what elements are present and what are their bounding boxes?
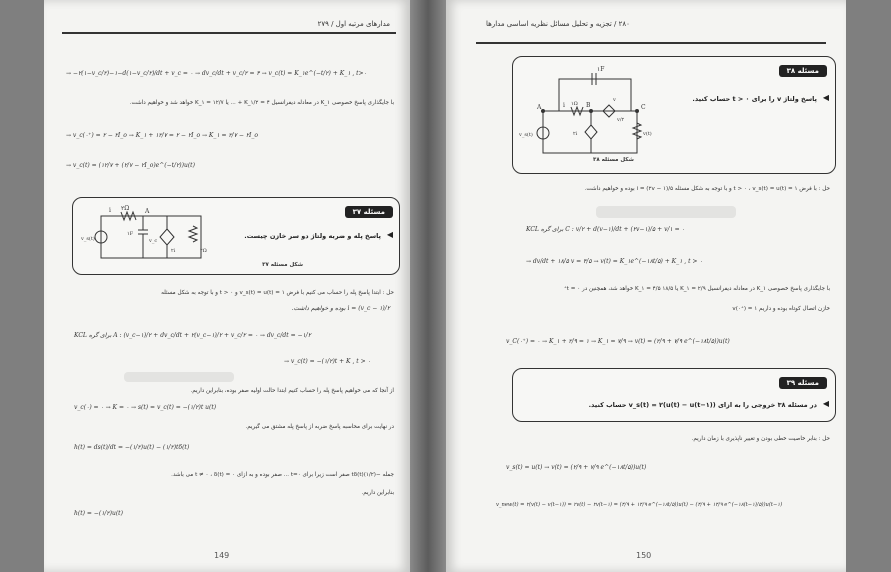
left-page-number: 149 (214, 551, 230, 560)
equation-line: → dv/dt + ۱۸/۵ v = ۴/۵ → v(t) = K_۱e^(−۱۸t/۵) + K_۱ , t > ۰ (526, 258, 703, 265)
problem-37-box (72, 197, 400, 275)
text-line: با جایگذاری پاسخ خصوصی K_۱ در معادله دیفرانسیل K_۱ = ۲/۹ یا ۱۸/۵ K_۱ = ۴/۵ خواهد شد، همچنین در t = ۰⁺ (563, 286, 830, 292)
equation-line: KCL برای گره C : v/۲ + d(v−۱)/dt + (۲v−۱)/۵ + v/۱ = ۰ (526, 226, 685, 233)
circuit-37-current-label: i (109, 207, 111, 214)
circuit-38-vout-label: v(t) (643, 131, 652, 137)
right-page-number: 150 (636, 551, 652, 560)
circuit-38-cap-label: ۱F (597, 66, 605, 73)
text-line: خازن اتصال کوتاه بوده و داریم v(۰⁺) = ۱ (732, 306, 830, 312)
problem-39-title: مسئله ۳۹ (779, 377, 827, 389)
book-gutter (410, 0, 446, 572)
circuit-37-cap-voltage: v_c (149, 238, 158, 244)
right-page (446, 0, 846, 572)
equation-line: → v_c(t) = −(۱/۲)t + K , t > ۰ (284, 358, 371, 365)
problem-38-box (512, 56, 836, 174)
circuit-37-dep-label: ۲i (171, 248, 176, 254)
bleed-through-mark (124, 372, 234, 382)
circuit-37-node-label: A (145, 208, 150, 215)
left-page (44, 0, 410, 572)
equation-line: KCL برای گره A : (v_c−۱)/۲ + dv_c/dt + ۲(v_c−۱)/۲ + v_c/۲ = ۰ → dv_c/dt = −۱/۲ (74, 332, 312, 339)
problem-39-box (512, 368, 836, 422)
speaker-icon: ◀ (822, 93, 829, 102)
circuit-37-resistor-label: ۲Ω (121, 205, 130, 212)
speaker-icon: ◀ (822, 399, 829, 408)
text-line: حل : بنابر خاصیت خطی بودن و تغییر ناپذیری با زمان داریم. (691, 436, 830, 442)
circuit-38-source-label: v_s(t) (519, 132, 533, 138)
circuit-38-v-label: v (613, 97, 616, 103)
figure-37-caption: شکل مسئله ۳۷ (262, 262, 303, 268)
circuit-37-res2-label: ۲Ω (200, 248, 207, 254)
circuit-38-node-dot (589, 109, 593, 113)
right-page-header: ۲۸۰ / تجزیه و تحلیل مسائل نظریه اساسی مدارها (486, 20, 630, 28)
equation-line: v_s(t) = u(t) → v(t) = (۲/۹ + ۷/۹ e^(−۱۸t/۵))u(t) (506, 464, 647, 471)
equation-line: v_C(۰⁺) = ۰ → K_۱ + ۲/۹ = ۱ → K_۱ = ۷/۹ → v(t) = (۲/۹ + ۷/۹ e^(−۱۸t/۵))u(t) (506, 338, 730, 345)
equation-line: v_new(t) = ۲(v(t) − v(t−۱)) = ۲v(t) − ۲v(t−۱) = (۴/۹ + ۱۴/۹ e^(−۱۸t/۵))u(t) − (۴/۹ + ۱۴/۹ e^(−۱۸(t−۱)/۵))u(t−۱) (496, 502, 783, 508)
equation-line: → v_c(t) = (۱۲/۷ + (۲/۷ − ۲I_o)e^(−t/۲))u(t) (66, 162, 195, 169)
problem-38-statement: پاسخ ولتاژ v را برای t > ۰ حساب کنید. (692, 95, 817, 103)
problem-39-statement: در مسئله ۳۸ خروجی را به ازای v_s(t) = ۲(u(t) − u(t−۱)) حساب کنید. (588, 401, 817, 409)
text-line: جمله −(۱/۲)tδ(t) صفر است زیرا برای t=۰ ... صفر بوده و به ازای t ≠ ۰ ، δ(t) = ۰ می باشد. (171, 472, 394, 478)
right-header-rule (476, 42, 826, 44)
circuit-38-dep-label: v/۲ (617, 117, 625, 123)
circuit-38-current-label: i (563, 102, 565, 109)
left-page-header: مدارهای مرتبه اول / ۲۷۹ (317, 20, 390, 28)
text-line: با جایگذاری پاسخ خصوصی K_۱ در معادله دیفرانسیل ۴ = K_۱/۲ + ... یا K_۱ = ۱۲/۷ خواهد شد و خواهیم داشت. (129, 100, 394, 106)
problem-38-title: مسئله ۳۸ (779, 65, 827, 77)
equation-line: v_c(۰) = ۰ → K = ۰ → s(t) = v_c(t) = −(۱/۲)t u(t) (74, 404, 217, 411)
equation-line: → v_c(۰⁺) = ۲ − ۲I_o → K_۱ + ۱۲/۷ = ۲ − ۲I_o → K_۱ = ۲/۷ − ۲I_o (66, 132, 258, 139)
speaker-icon: ◀ (386, 230, 393, 239)
equation-line: → −۲(۱−v_c/۲)−۱−d(۱−v_c/۲)/dt + v_c = ۰ → dv_c/dt + v_c/۲ = ۴ → v_c(t) = K_۱e^(−t/۲) + K_۱ , t>۰ (66, 70, 367, 77)
circuit-37-diagram (81, 204, 213, 266)
circuit-38-dep2-label: ۲i (573, 131, 578, 137)
figure-38-caption: شکل مسئله ۳۸ (593, 157, 634, 163)
left-header-rule (62, 32, 396, 34)
problem-37-statement: پاسخ پله و ضربه ولتاژ دو سر خازن چیست. (244, 232, 381, 240)
circuit-37-source-label: v_s(t) (81, 236, 95, 242)
circuit-38-node-dot (541, 109, 545, 113)
circuit-38-node-c: C (641, 104, 646, 111)
equation-line: h(t) = ds(t)/dt = −(۱/۲)u(t) − (۱/۲)tδ(t) (74, 444, 190, 451)
circuit-38-r1-label: ۱Ω (571, 101, 578, 107)
text-line: حل : با فرض t > ۰ ، v_s(t) = u(t) = ۱ و با توجه به شکل مسئله i = (۲v − ۱)/۵ بوده و خواهیم داشت. (584, 186, 830, 192)
text-line: از آنجا که می خواهیم پاسخ پله را حساب کنیم ابتدا حالت اولیه صفر بوده، بنابراین داریم. (190, 388, 394, 394)
circuit-38-diagram (519, 61, 659, 157)
text-line: بنابراین داریم. (361, 490, 394, 496)
problem-37-title: مسئله ۳۷ (345, 206, 393, 218)
equation-line: h(t) = −(۱/۲)u(t) (74, 510, 123, 517)
text-line: در نهایت برای محاسبه پاسخ ضربه از پاسخ پله مشتق می گیریم. (245, 424, 394, 430)
text-line: حل : ابتدا پاسخ پله را حساب می کنیم با فرض v_s(t) = u(t) = ۱ و ۰ < t و با توجه به شکل مسئله (161, 290, 394, 296)
circuit-37-cap-label: ۱F (127, 231, 134, 237)
circuit-38-node-dot (635, 109, 639, 113)
bleed-through-mark (596, 206, 736, 218)
text-line: i = (v_c − ۱)/۲ بوده و خواهیم داشت. (291, 305, 390, 312)
circuit-38-node-a: A (537, 104, 542, 111)
circuit-38-node-b: B (586, 102, 591, 109)
